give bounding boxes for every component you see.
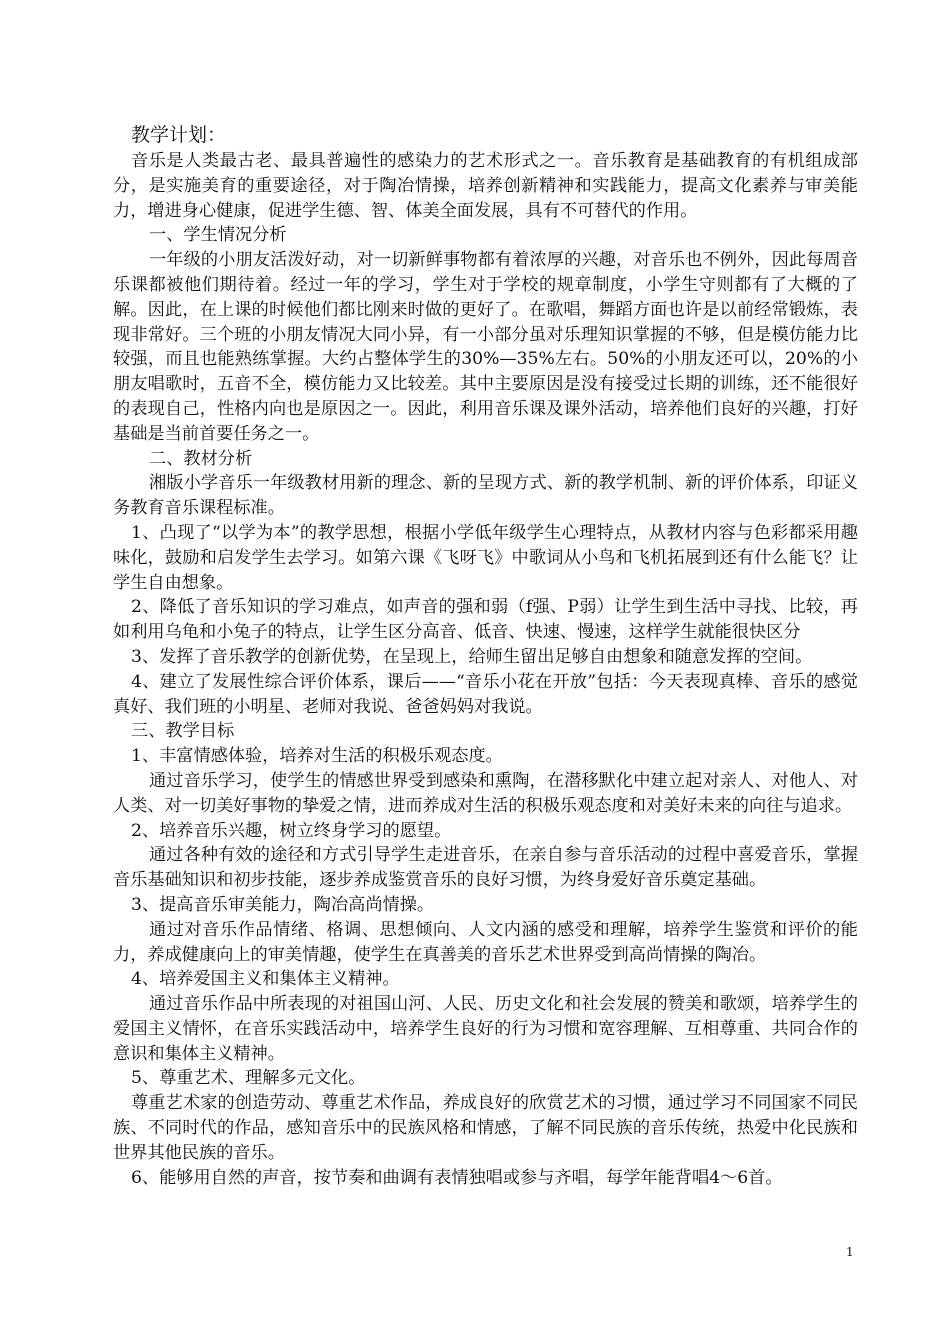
students-paragraph: 一年级的小朋友活泼好动，对一切新鲜事物都有着浓厚的兴趣，对音乐也不例外，因此每周音乐课都被他们期待着。经过一年的学习，学生对于学校的规章制度，小学生守则都有了大概的了解。因此，在上课的时候他们都比刚来时做的更好了。在歌唱，舞蹈方面也许是以前经常锻炼，表现非常好。三个班的小朋友情况大同小异，有一小部分虽对乐理知识掌握的不够，但是模仿能力比较强，而且也能熟练掌握。大约占整体学生的30%—35%左右。50%的小朋友还可以，20%的小朋友唱歌时，五音不全，模仿能力又比较差。其中主要原因是没有接受过长期的训练，还不能很好的表现自己，性格内向也是原因之一。因此，利用音乐课及课外活动，培养他们良好的兴趣，打好基础是当前首要任务之一。 xyxy=(113,250,858,444)
section-heading-textbook: 二、教材分析 xyxy=(149,448,253,469)
goal-title: 2、培养音乐兴趣，树立终身学习的愿望。 xyxy=(131,820,452,841)
goal-body: 通过对音乐作品情绪、格调、思想倾向、人文内涵的感受和理解，培养学生鉴赏和评价的能力，养成健康向上的审美情趣，使学生在真善美的音乐艺术世界受到高尚情操的陶冶。 xyxy=(113,919,858,965)
goal-body: 通过音乐作品中所表现的对祖国山河、人民、历史文化和社会发展的赞美和歌颂，培养学生的爱国主义情怀，在音乐实践活动中，培养学生良好的行为习惯和宽容理解、互相尊重、共同合作的意识和集体主义精神。 xyxy=(113,994,858,1064)
goal-title: 3、提高音乐审美能力，陶冶高尚情操。 xyxy=(131,894,435,915)
section-heading-goals: 三、教学目标 xyxy=(131,721,235,742)
goal-body: 尊重艺术家的创造劳动、尊重艺术作品，养成良好的欣赏艺术的习惯，通过学习不同国家不同民族、不同时代的作品，感知音乐中的民族风格和情感，了解不同民族的音乐传统，热爱中化民族和世界其他民族的音乐。 xyxy=(113,1093,858,1163)
goal-title: 4、培养爱国主义和集体主义精神。 xyxy=(131,969,400,990)
textbook-intro-paragraph: 湘版小学音乐一年级教材用新的理念、新的呈现方式、新的教学机制、新的评价体系，印证义务教育音乐课程标准。 xyxy=(113,473,858,519)
textbook-item: 1、凸现了“以学为本”的教学思想，根据小学低年级学生心理特点，从教材内容与色彩都采用趣味化，鼓励和启发学生去学习。如第六课《飞呀飞》中歌词从小鸟和飞机拓展到还有什么能飞？让学生自由想象。 xyxy=(113,522,858,593)
goal-title: 6、能够用自然的声音，按节奏和曲调有表情独唱或参与齐唱，每学年能背唱4～6首。 xyxy=(131,1167,783,1188)
textbook-item: 2、降低了音乐知识的学习难点，如声音的强和弱（f强、P弱）让学生到生活中寻找、比较，再如利用乌龟和小兔子的特点，让学生区分高音、低音、快速、慢速，这样学生就能很快区分 xyxy=(113,597,858,643)
document-body xyxy=(113,121,858,1190)
section-heading-students: 一、学生情况分析 xyxy=(149,225,287,246)
goal-body: 通过各种有效的途径和方式引导学生走进音乐，在亲自参与音乐活动的过程中喜爱音乐，掌握音乐基础知识和初步技能，逐步养成鉴赏音乐的良好习惯，为终身爱好音乐奠定基础。 xyxy=(113,845,858,891)
textbook-item: 3、发挥了音乐教学的创新优势，在呈现上，给师生留出足够自由想象和随意发挥的空间。 xyxy=(131,646,813,667)
document-title: 教学计划： xyxy=(131,124,227,146)
textbook-item: 4、建立了发展性综合评价体系，课后——“音乐小花在开放”包括：今天表现真棒、音乐的感觉真好、我们班的小明星、老师对我说、爸爸妈妈对我说。 xyxy=(113,671,858,717)
intro-paragraph: 音乐是人类最古老、最具普遍性的感染力的艺术形式之一。音乐教育是基础教育的有机组成部分，是实施美育的重要途径，对于陶冶情操，培养创新精神和实践能力，提高文化素养与审美能力，增进身心健康，促进学生德、智、体美全面发展，具有不可替代的作用。 xyxy=(113,151,858,221)
goal-body: 通过音乐学习，使学生的情感世界受到感染和熏陶，在潜移默化中建立起对亲人、对他人、对人类、对一切美好事物的挚爱之情，进而养成对生活的积极乐观态度和对美好未来的向往与追求。 xyxy=(113,770,858,816)
page-number: 1 xyxy=(846,1245,854,1259)
goal-title: 5、尊重艺术、理解多元文化。 xyxy=(131,1068,366,1089)
goal-title: 1、丰富情感体验，培养对生活的积极乐观态度。 xyxy=(131,746,503,767)
